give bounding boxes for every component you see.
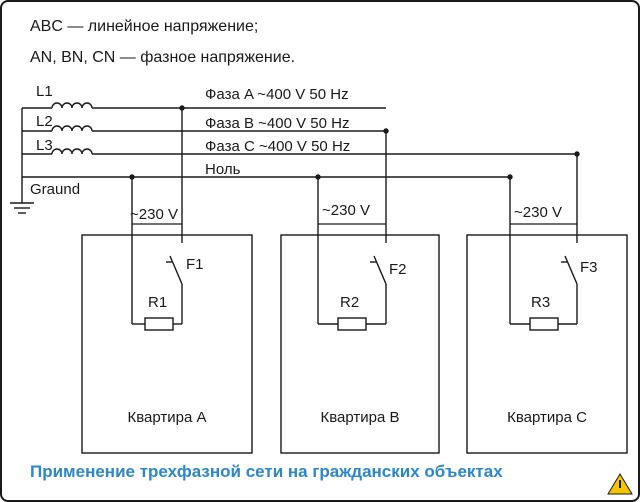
warning-logo-icon	[608, 474, 632, 494]
l1-coil-icon	[52, 103, 92, 108]
switch-f3-label: F3	[580, 259, 598, 276]
resistor-r1-icon	[145, 318, 173, 330]
apt-c-voltage: ~230 V	[514, 204, 562, 221]
figure-caption: Применение трехфазной сети на гражданских объектах	[30, 462, 503, 481]
l1-label: L1	[36, 83, 53, 100]
switch-f3-icon	[565, 256, 577, 284]
note-line-voltage: ABC — линейное напряжение;	[30, 18, 259, 35]
switch-f1-icon	[170, 256, 182, 284]
neutral-label: Ноль	[205, 161, 241, 178]
apartment-b-name: Квартира B	[320, 409, 400, 426]
apt-b-voltage: ~230 V	[322, 202, 370, 219]
apartment-a-name: Квартира A	[127, 409, 207, 426]
switch-f1-label: F1	[186, 256, 204, 273]
ground-icon	[10, 203, 34, 213]
apt-a-voltage: ~230 V	[130, 206, 178, 223]
apartment-c-name: Квартира C	[507, 409, 587, 426]
l3-coil-icon	[52, 149, 92, 154]
resistor-r3-label: R3	[531, 294, 551, 311]
phase-b-label: Фаза B ~400 V 50 Hz	[205, 115, 350, 132]
ground-label: Graund	[30, 181, 81, 198]
resistor-r3-icon	[530, 318, 558, 330]
note-phase-voltage: AN, BN, CN — фазное напряжение.	[30, 49, 296, 66]
l2-label: L2	[36, 113, 53, 130]
resistor-r1-label: R1	[148, 294, 168, 311]
resistor-r2-label: R2	[340, 294, 360, 311]
l3-label: L3	[36, 137, 53, 154]
l2-coil-icon	[52, 126, 92, 131]
phase-a-label: Фаза A ~400 V 50 Hz	[205, 86, 349, 103]
phase-c-label: Фаза C ~400 V 50 Hz	[205, 138, 351, 155]
switch-f2-label: F2	[389, 261, 407, 278]
resistor-r2-icon	[338, 318, 366, 330]
switch-f2-icon	[374, 256, 386, 284]
